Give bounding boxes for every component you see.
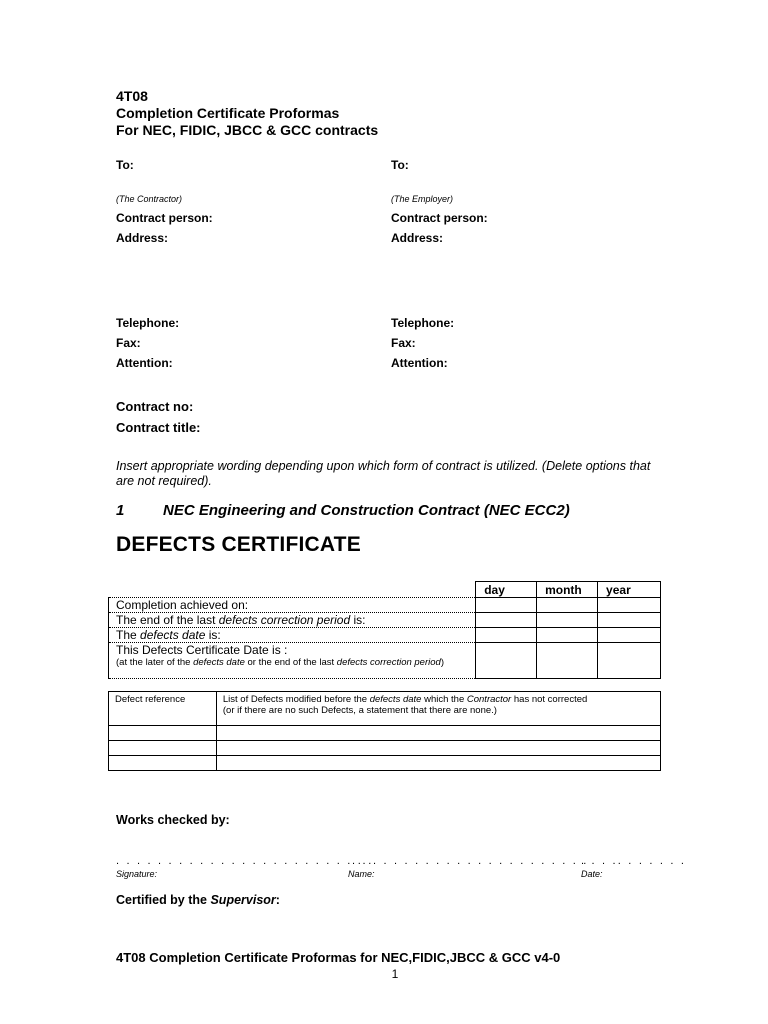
col-day: day [476, 582, 537, 598]
certified-by-label: Certified by the Supervisor: [116, 893, 280, 907]
document-code: 4T08 [116, 88, 148, 104]
col-month: month [537, 582, 598, 598]
contractor-address-label: Address: [116, 231, 169, 245]
correction-year-cell[interactable] [598, 613, 661, 628]
defects-list-header: List of Defects modified before the defects date which the Contractor has not corrected (or if there are no such Defects, a statement that there are none.) [216, 692, 660, 726]
employer-attention-label: Attention: [391, 356, 448, 370]
defects-date-month-cell[interactable] [537, 628, 598, 643]
contractor-attention-label: Attention: [116, 356, 173, 370]
row-correction-period-label: The end of the last defects correction period is: [109, 613, 476, 628]
employer-address-label: Address: [391, 231, 444, 245]
certificate-date-note: (at the later of the defects date or the end of the last defects correction period) [116, 657, 444, 668]
contractor-role: (The Contractor) [116, 194, 183, 204]
employer-telephone-label: Telephone: [391, 316, 455, 330]
page-number: 1 [391, 967, 399, 981]
section-title: NEC Engineering and Construction Contract (NEC ECC2) [163, 502, 570, 519]
dates-table [108, 581, 661, 679]
row-completion-label: Completion achieved on: [109, 598, 476, 613]
employer-role: (The Employer) [391, 194, 454, 204]
contractor-fax-label: Fax: [116, 336, 141, 350]
defect-ref-cell[interactable] [109, 756, 217, 771]
date-label: Date: [581, 869, 603, 879]
document-subtitle: For NEC, FIDIC, JBCC & GCC contracts [116, 122, 379, 138]
correction-month-cell[interactable] [537, 613, 598, 628]
contract-title-label: Contract title: [116, 420, 201, 435]
signature-line[interactable]: . . . . . . . . . . . . . . . . . . . . . . . . . [116, 855, 374, 867]
signature-label: Signature: [116, 869, 158, 879]
page-footer: 4T08 Completion Certificate Proformas for NEC,FIDIC,JBCC & GCC v4-0 [116, 950, 561, 965]
col-year: year [598, 582, 661, 598]
works-checked-label: Works checked by: [116, 813, 230, 827]
defect-desc-cell[interactable] [216, 756, 660, 771]
defects-date-day-cell[interactable] [476, 628, 537, 643]
name-label: Name: [348, 869, 375, 879]
certificate-day-cell[interactable] [476, 643, 537, 679]
employer-fax-label: Fax: [391, 336, 416, 350]
defect-ref-cell[interactable] [109, 741, 217, 756]
certificate-title: DEFECTS CERTIFICATE [116, 533, 361, 556]
contractor-to-label: To: [116, 158, 134, 172]
defect-ref-cell[interactable] [109, 726, 217, 741]
section-number: 1 [116, 502, 125, 519]
completion-day-cell[interactable] [476, 598, 537, 613]
certificate-year-cell[interactable] [598, 643, 661, 679]
defects-table [108, 691, 661, 771]
employer-to-label: To: [391, 158, 409, 172]
completion-year-cell[interactable] [598, 598, 661, 613]
certificate-month-cell[interactable] [537, 643, 598, 679]
contractor-person-label: Contract person: [116, 211, 213, 225]
row-certificate-date-label: This Defects Certificate Date is : (at the later of the defects date or the end of the last defects correction period) [109, 643, 476, 679]
contractor-telephone-label: Telephone: [116, 316, 180, 330]
contract-no-label: Contract no: [116, 399, 194, 414]
date-line[interactable]: . . . .. . . . . . . [581, 855, 687, 867]
defects-date-year-cell[interactable] [598, 628, 661, 643]
dates-table-corner [109, 582, 476, 598]
defect-desc-cell[interactable] [216, 741, 660, 756]
defect-reference-header: Defect reference [109, 692, 217, 726]
row-defects-date-label: The defects date is: [109, 628, 476, 643]
name-line[interactable]: . . . . . . . . . . . . . . . . . . . . . . . [352, 855, 589, 867]
defect-desc-cell[interactable] [216, 726, 660, 741]
instruction-note: Insert appropriate wording depending upon which form of contract is utilized. (Delete options that are not required). [116, 459, 651, 488]
correction-day-cell[interactable] [476, 613, 537, 628]
completion-month-cell[interactable] [537, 598, 598, 613]
employer-person-label: Contract person: [391, 211, 488, 225]
document-title: Completion Certificate Proformas [116, 105, 340, 121]
